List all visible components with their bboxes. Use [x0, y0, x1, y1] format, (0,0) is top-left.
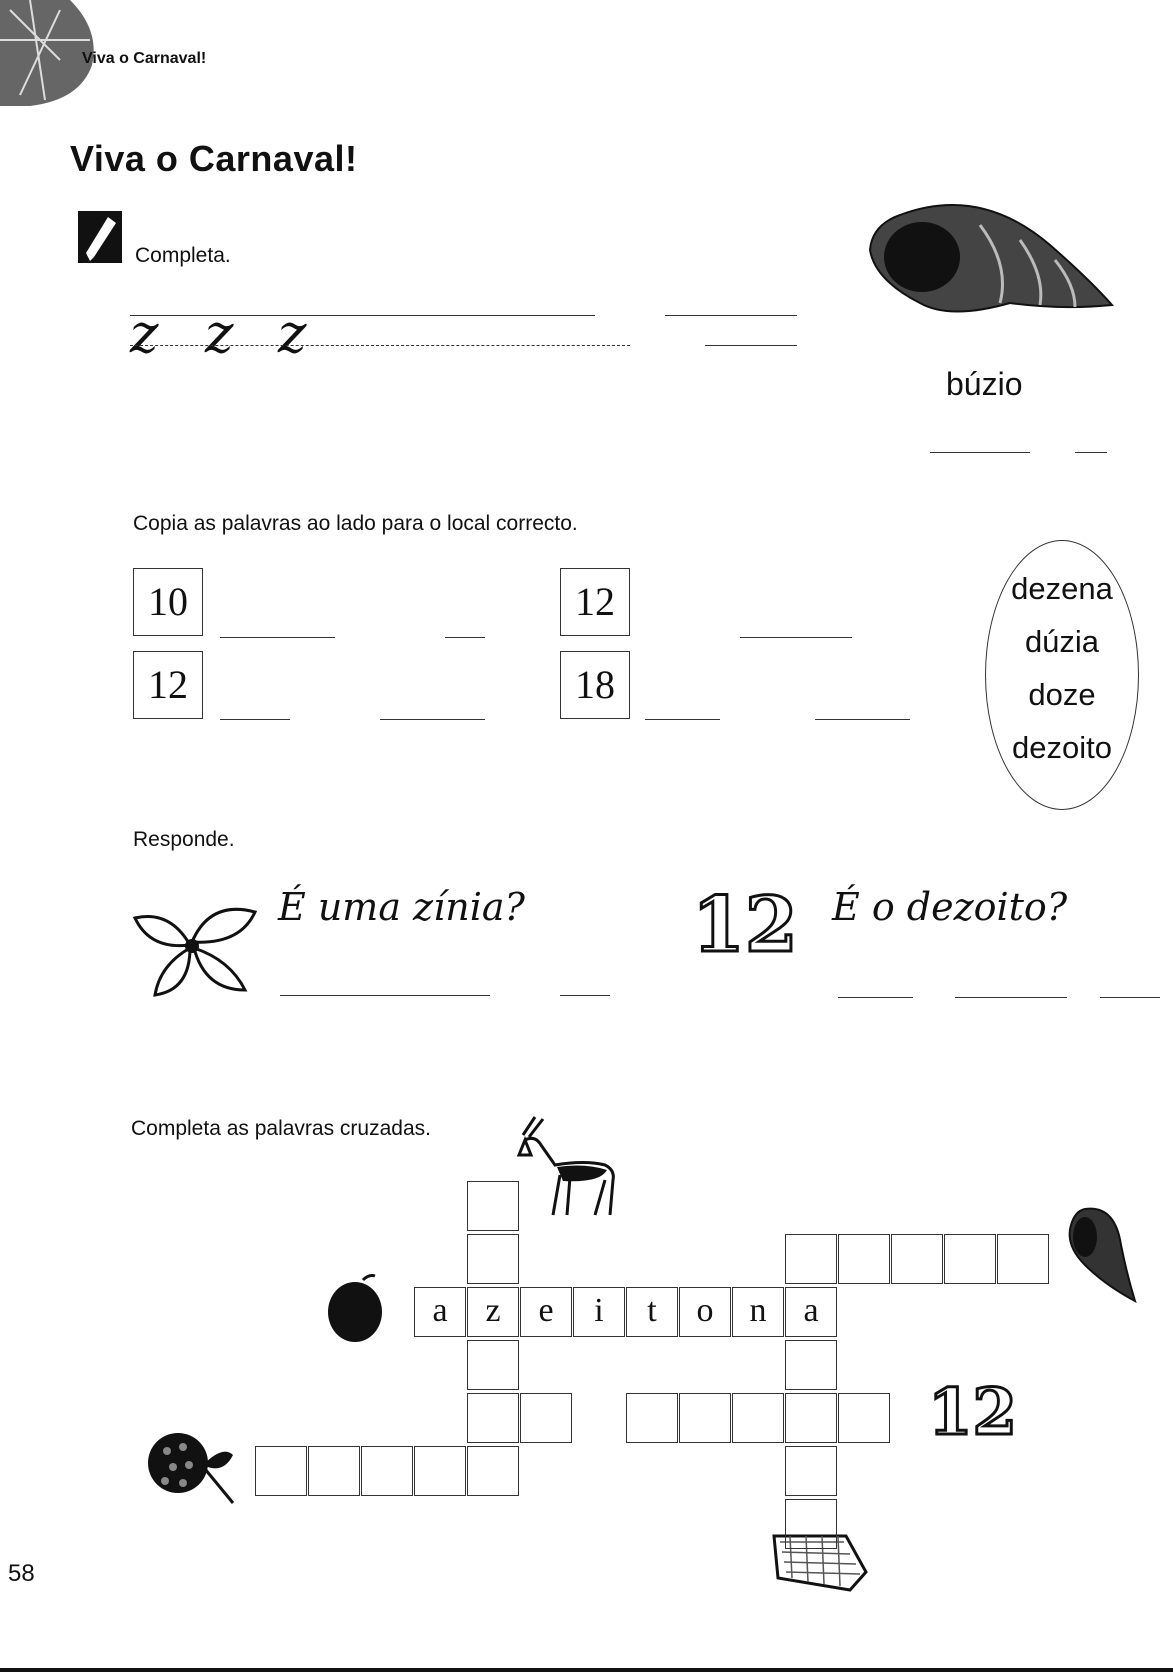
- exercise1-instruction: Completa.: [135, 244, 231, 267]
- crossword-cell[interactable]: [467, 1181, 519, 1231]
- crossword-cell[interactable]: [944, 1234, 996, 1284]
- question-text: É o dezoito?: [832, 885, 1068, 929]
- crossword-cell: z: [467, 1287, 519, 1337]
- exercise2-instruction: Copia as palavras ao lado para o local correcto.: [133, 512, 578, 535]
- word-bank-item: dezoito: [1012, 730, 1112, 765]
- crossword-cell[interactable]: [838, 1234, 890, 1284]
- flower-icon: [130, 890, 260, 1000]
- answer-line[interactable]: [930, 452, 1030, 453]
- cursive-letter: z: [205, 302, 234, 365]
- gazelle-icon: [515, 1115, 625, 1220]
- answer-line[interactable]: [740, 637, 852, 638]
- crossword-cell[interactable]: [679, 1393, 731, 1443]
- exercise4-instruction: Completa as palavras cruzadas.: [131, 1117, 431, 1140]
- answer-line[interactable]: [445, 637, 485, 638]
- olive-icon: [325, 1272, 387, 1344]
- shell-label: búzio: [946, 366, 1023, 402]
- cursive-letter: z: [130, 302, 159, 365]
- word-bank-item: dezena: [1011, 571, 1113, 606]
- answer-line[interactable]: [220, 637, 335, 638]
- crossword-cell[interactable]: [997, 1234, 1049, 1284]
- crossword-cell[interactable]: [255, 1446, 307, 1496]
- number-box: 18: [560, 651, 630, 719]
- answer-line[interactable]: [665, 315, 797, 316]
- answer-line[interactable]: [380, 719, 485, 720]
- cursive-letter: z: [278, 302, 307, 365]
- answer-line[interactable]: [1075, 452, 1107, 453]
- page-number: 58: [8, 1560, 35, 1587]
- answer-line[interactable]: [838, 997, 913, 998]
- question-text: É uma zínia?: [278, 885, 525, 929]
- answer-line[interactable]: [955, 997, 1067, 998]
- crossword-cell: i: [573, 1287, 625, 1337]
- bottom-rule: [0, 1668, 1173, 1672]
- crossword-cell[interactable]: [361, 1446, 413, 1496]
- crossword-cell: t: [626, 1287, 678, 1337]
- answer-line[interactable]: [1100, 997, 1160, 998]
- crossword-cell[interactable]: [785, 1393, 837, 1443]
- crossword-cell[interactable]: [838, 1393, 890, 1443]
- shell-icon: [860, 195, 1120, 340]
- crossword-cell[interactable]: [785, 1234, 837, 1284]
- word-bank-item: dúzia: [1024, 624, 1100, 659]
- crossword-cell[interactable]: [732, 1393, 784, 1443]
- crossword-cell: n: [732, 1287, 784, 1337]
- crossword-cell: e: [520, 1287, 572, 1337]
- page-title: Viva o Carnaval!: [70, 138, 358, 179]
- answer-line[interactable]: [280, 995, 490, 996]
- answer-line[interactable]: [645, 719, 720, 720]
- crossword-cell[interactable]: [467, 1340, 519, 1390]
- crossword-cell[interactable]: [520, 1393, 572, 1443]
- crossword-cell: o: [679, 1287, 731, 1337]
- crossword-cell[interactable]: [467, 1234, 519, 1284]
- pencil-icon: [78, 207, 124, 265]
- exercise3-instruction: Responde.: [133, 828, 235, 851]
- word-bank: [985, 540, 1139, 810]
- crossword-cell[interactable]: [308, 1446, 360, 1496]
- crossword-cell[interactable]: [785, 1499, 837, 1549]
- raspberry-icon: [143, 1425, 238, 1507]
- crossword-cell: a: [785, 1287, 837, 1337]
- shell-icon: [1065, 1205, 1137, 1303]
- word-bank-item: doze: [1028, 677, 1096, 712]
- crossword-cell: a: [414, 1287, 466, 1337]
- crossword-cell[interactable]: [414, 1446, 466, 1496]
- crossword-cell[interactable]: [626, 1393, 678, 1443]
- number-box: 10: [133, 568, 203, 636]
- number-twelve-picture: 12: [928, 1375, 1018, 1450]
- answer-line[interactable]: [815, 719, 910, 720]
- crossword-cell[interactable]: [467, 1446, 519, 1496]
- crossword-cell[interactable]: [785, 1340, 837, 1390]
- answer-line[interactable]: [220, 719, 290, 720]
- crossword-cell[interactable]: [785, 1446, 837, 1496]
- crossword-cell[interactable]: [891, 1234, 943, 1284]
- answer-line[interactable]: [705, 345, 797, 346]
- number-box: 12: [560, 568, 630, 636]
- answer-line[interactable]: [560, 995, 610, 996]
- crossword-cell[interactable]: [467, 1393, 519, 1443]
- header-title: Viva o Carnaval!: [82, 50, 207, 67]
- number-box: 12: [133, 651, 203, 719]
- number-twelve-picture: 12: [692, 880, 798, 969]
